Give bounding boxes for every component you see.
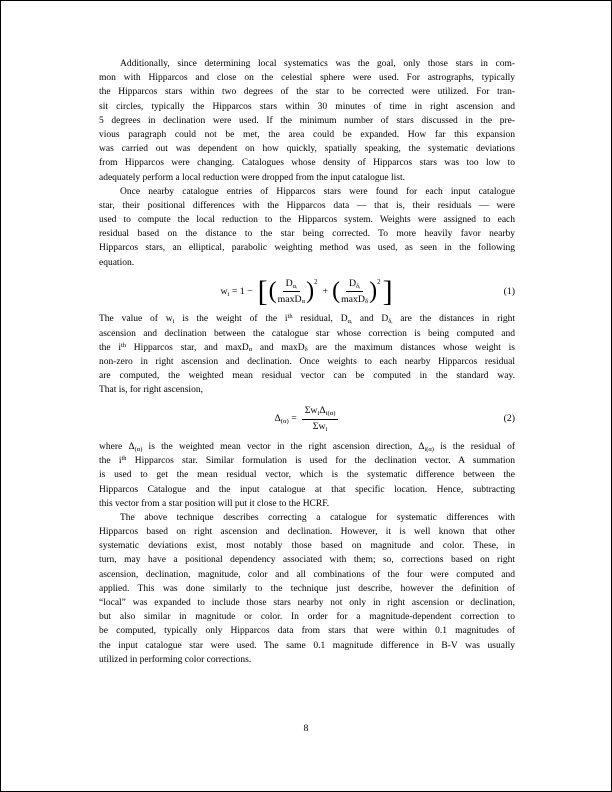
fraction-denominator: maxD$_\delta$ [341, 293, 369, 306]
text-line: the $i^{th}$ Hipparcos star, and maxD$_\alpha$ and maxD$_\delta$ are the maximum distances whose weight is [99, 341, 515, 354]
text-line: systematic deviations exist, most notably those based on magnitude and color. These, in [99, 541, 515, 552]
page-number: 8 [303, 723, 309, 734]
text-line: Additionally, since determining local systematics was the goal, only those stars in com- [120, 59, 515, 69]
text-line: non-zero in right ascension and declination. Once weights to each nearby Hipparcos residual [99, 356, 515, 367]
equation-number: (1) [503, 285, 515, 297]
text-line: Hipparcos Catalogue and the input catalogue at that specific location. Hence, subtracting [99, 484, 515, 495]
text-line: are computed, the weighted mean residual vector can be computed in the standard way. [99, 371, 515, 382]
equation-2 [99, 405, 515, 433]
text-line: adequately perform a local reduction were dropped from the input catalogue list. [99, 172, 405, 183]
text-line: vious paragraph could not be met, the area could be expanded. How far this expansion [99, 129, 515, 140]
paragraph-1 [99, 57, 515, 185]
paragraph-5 [99, 511, 515, 667]
text-line: That is, for right ascension, [99, 385, 203, 396]
text-line: “local” was expanded to include those stars nearby not only in right ascension or declination, [99, 598, 515, 608]
fraction-term-1 [278, 278, 305, 306]
text-line: equation. [99, 257, 135, 268]
text-line: was carried out was dependent on how quickly, spatially speaking, the systematic deviations [99, 144, 515, 155]
fraction-numerator: $\Sigma w_i\Delta_{i(\alpha)}$ [302, 405, 339, 419]
text-line: this vector from a star position will put it close to the HCRF. [99, 498, 330, 509]
text-line: turn, may have a positional dependency associated with them; so, corrections based on right [99, 555, 515, 566]
text-line: mon with Hipparcos and close on the celestial sphere were used. For astrographs, typically [99, 73, 515, 84]
text-line: used to compute the local reduction to the Hipparcos system. Weights were assigned to each [99, 215, 515, 226]
equation-2-lhs: $\Delta_{(\alpha)}$ = [274, 413, 297, 426]
exponent: 2 [377, 278, 381, 286]
text-line: 5 degrees in declination were used. If the minimum number of stars discussed in the pre- [99, 115, 515, 126]
close-paren: ) [306, 277, 315, 304]
text-line: sit circles, typically the Hipparcos stars within 30 minutes of time in right ascension and [99, 101, 515, 112]
text-line: from Hipparcos were changing. Catalogues whose density of Hipparcos stars was too low to [99, 158, 515, 169]
paragraph-3 [99, 312, 515, 397]
fraction-denominator: maxD$_\alpha$ [277, 293, 306, 306]
text-line: The value of $w_i$ is the weight of the $i^{th}$ residual, $D_{\alpha ᵢ}$ and $D_{\delta ᵢ}$ are the distances in right [99, 313, 515, 326]
fraction-numerator: $D_{\delta ᵢ}$ [346, 278, 363, 292]
paragraph-2 [99, 185, 515, 270]
text-line: the Hipparcos stars within two degrees of the star to be corrected were utilized. For tran- [99, 87, 515, 98]
fraction-term-2 [341, 278, 368, 306]
text-column [99, 57, 515, 667]
text-line: where $\Delta_{(\alpha)}$ is the weighted mean vector in the right ascension direction, $\Delta_{i(\alpha)}$ is the residual of [99, 441, 515, 453]
paragraph-4 [99, 440, 515, 511]
close-paren: ) [369, 277, 378, 304]
text-line: Hipparcos based on right ascension and declination. However, it is well known that other [99, 527, 515, 538]
text-line: Once nearby catalogue entries of Hipparcos stars were found for each input catalogue [120, 186, 515, 197]
equation-2-content [275, 405, 340, 433]
text-line: ascension and declination between the catalogue star whose correction is being computed and [99, 328, 515, 339]
text-line: be computed, typically only Hipparcos data from stars that were within 0.1 magnitudes of [99, 626, 515, 637]
equation-1-content [220, 275, 393, 309]
fraction-numerator: $D_{\alpha ᵢ}$ [283, 278, 301, 292]
text-line: is used to get the mean residual vector, which is the systematic difference between the [99, 470, 515, 481]
text-line: star, their positional differences with the Hipparcos data — that is, their residuals — were [99, 200, 515, 211]
plus-operator: + [322, 285, 329, 297]
open-paren: ( [268, 277, 277, 304]
equation-number: (2) [503, 413, 515, 425]
text-line: ascension, declination, magnitude, color and all combinations of the four were computed and [99, 569, 515, 580]
text-line: utilized in performing color corrections. [99, 654, 252, 665]
open-bracket: [ [257, 275, 268, 309]
text-line: residual based on the distance to the star being corrected. To more heavily favor nearby [99, 229, 515, 240]
fraction-denominator: $\Sigma w_i$ [312, 421, 328, 434]
equation-1 [99, 275, 515, 309]
fraction [302, 405, 339, 433]
text-line: The above technique describes correcting a catalogue for systematic differences with [120, 512, 515, 523]
text-line: but also similar in magnitude or color. In order for a magnitude-dependent correction to [99, 612, 515, 623]
text-line: the input catalogue star were used. The same 0.1 magnitude difference in B-V was usually [99, 640, 515, 651]
exponent: 2 [314, 278, 318, 286]
close-bracket: ] [382, 275, 393, 309]
equation-1-lhs: $w_i = 1$ − [220, 285, 253, 298]
open-paren: ( [332, 277, 341, 304]
text-line: applied. This was done similarly to the technique just describe, however the definition of [99, 583, 515, 594]
text-line: the $i^{th}$ Hipparcos star. Similar formulation is used for the declination vector. A summation [99, 455, 515, 467]
text-line: Hipparcos stars, an elliptical, parabolic weighting method was used, as seen in the following [99, 243, 515, 254]
